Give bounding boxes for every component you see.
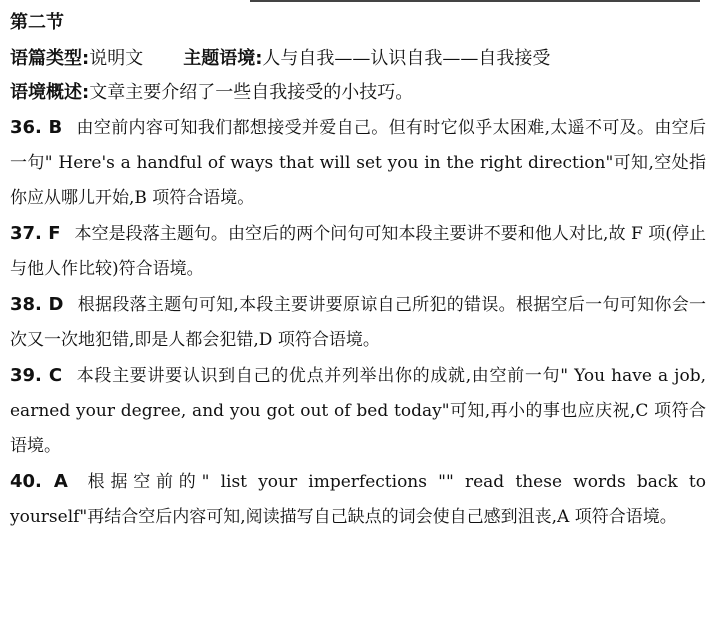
genre-label: 语篇类型: [10, 48, 90, 69]
answer-explanation-page [10, 10, 706, 535]
answer-item-37 [10, 216, 706, 287]
answer-item-38 [10, 287, 706, 358]
theme-value: 人与自我——认识自我——自我接受 [262, 48, 551, 69]
answer-explanation: 本段主要讲要认识到自己的优点并列举出你的成就,由空前一句" You have a job, earned your degree, and you got out of bed today"可知,再小的事也应庆祝,C 项符合语境。 [10, 366, 706, 456]
theme-label: 主题语境: [183, 48, 263, 69]
answer-number: 39. C [10, 365, 63, 386]
answer-explanation: 由空前内容可知我们都想接受并爱自己。但有时它似乎太困难,太遥不可及。由空后一句" Here's a handful of ways that will set you in the right direction"可知,空处指你应从哪儿开始,B 项符合语境。 [10, 118, 707, 208]
meta-summary-line [10, 76, 706, 110]
section-title: 第二节 [10, 12, 64, 33]
answer-number: 37. F [10, 223, 61, 244]
answer-number: 36. B [10, 117, 63, 138]
answer-number: 40. A [10, 471, 68, 492]
summary-value: 文章主要介绍了一些自我接受的小技巧。 [89, 82, 414, 103]
answer-item-39 [10, 358, 706, 464]
answer-explanation: 本空是段落主题句。由空后的两个问句可知本段主要讲不要和他人对比,故 F 项(停止与他人作比较)符合语境。 [10, 224, 706, 279]
top-rule [250, 0, 700, 5]
meta-genre-theme-line [10, 42, 706, 76]
answer-number: 38. D [10, 294, 64, 315]
genre-value: 说明文 [89, 48, 144, 69]
answer-item-36 [10, 110, 706, 216]
summary-label: 语境概述: [10, 82, 90, 103]
answer-explanation: 根据段落主题句可知,本段主要讲要原谅自己所犯的错误。根据空后一句可知你会一次又一次地犯错,即是人都会犯错,D 项符合语境。 [10, 295, 706, 350]
answer-explanation: 根据空前的" list your imperfections "" read these words back to yourself"再结合空后内容可知,阅读描写自己缺点的词会使自己感到沮丧,A 项符合语境。 [10, 472, 706, 527]
answer-item-40 [10, 464, 706, 535]
